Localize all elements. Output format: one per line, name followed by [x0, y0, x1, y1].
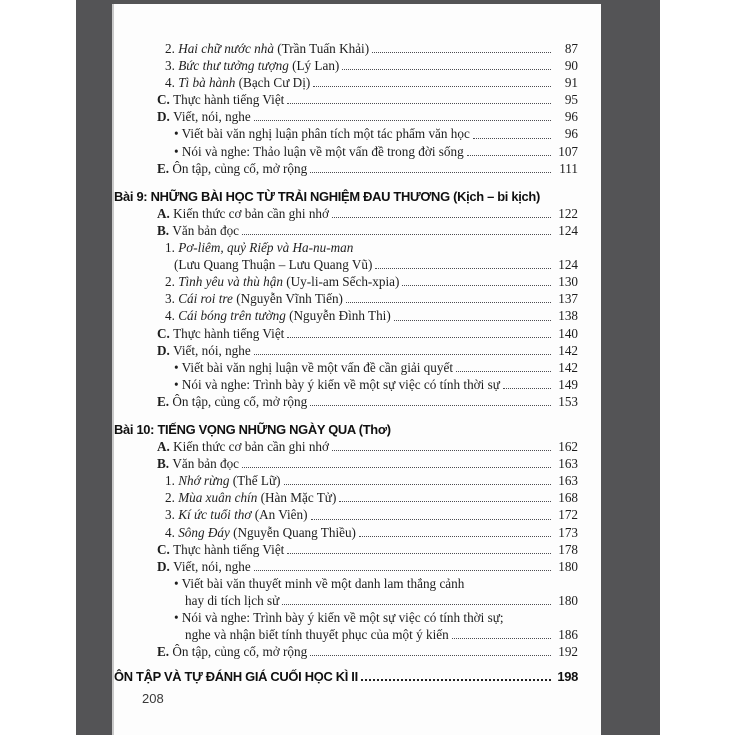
- toc-row: [114, 307, 578, 324]
- page-number: 173: [558, 524, 578, 540]
- toc-row-label: C. Thực hành tiếng Việt: [157, 325, 285, 341]
- toc-row-label: E. Ôn tập, củng cố, mở rộng: [157, 393, 308, 409]
- toc-row: [114, 273, 578, 290]
- dot-leader: [313, 86, 551, 87]
- toc-row-label: nghe và nhận biết tính thuyết phục của một ý kiến: [185, 627, 449, 643]
- dot-leader: [372, 52, 551, 53]
- page-number: 107: [558, 143, 578, 159]
- toc-row: [114, 91, 578, 108]
- toc-row-label: B. Văn bản đọc: [157, 456, 240, 472]
- page-number: 163: [558, 456, 578, 472]
- dot-leader: [467, 155, 551, 156]
- dot-leader: [287, 337, 551, 338]
- page-number: 96: [564, 126, 578, 142]
- book-photo: [76, 0, 660, 735]
- toc-row: [114, 205, 578, 222]
- toc-row-label: A. Kiến thức cơ bản cần ghi nhớ: [157, 205, 329, 221]
- toc-row-label: • Nói và nghe: Trình bày ý kiến về một sự việc có tính thời sự: [174, 376, 500, 392]
- toc-row-label: C. Thực hành tiếng Việt: [157, 541, 285, 557]
- dot-leader: [254, 570, 551, 571]
- toc-row: [114, 575, 578, 592]
- dot-leader: [359, 536, 551, 537]
- toc-row: [114, 438, 578, 455]
- toc-row: [114, 143, 578, 160]
- toc-row-label: D. Viết, nói, nghe: [157, 342, 251, 358]
- book-page: [112, 4, 601, 735]
- toc-row: [114, 455, 578, 472]
- toc-row: [114, 342, 578, 359]
- dot-leader: [332, 450, 551, 451]
- toc-row: [114, 160, 578, 177]
- toc-row-label: 4. Tì bà hành (Bạch Cư Dị): [165, 75, 311, 91]
- toc-row-label: 4. Sông Đáy (Nguyễn Quang Thiều): [165, 524, 356, 540]
- section-heading-label: ÔN TẬP VÀ TỰ ĐÁNH GIÁ CUỐI HỌC KÌ II: [114, 669, 358, 685]
- toc-row: [114, 108, 578, 125]
- toc-row-label: 3. Bức thư tưởng tượng (Lý Lan): [165, 58, 340, 74]
- page-footer-number: 208: [142, 691, 164, 706]
- toc-row-label: • Viết bài văn nghị luận về một vấn đề cần giải quyết: [174, 359, 453, 375]
- toc-row: [114, 643, 578, 660]
- toc-row-label: 4. Cái bóng trên tường (Nguyễn Đình Thi): [165, 308, 391, 324]
- page-number: 95: [564, 92, 578, 108]
- dot-leader: [310, 655, 551, 656]
- page-number: 180: [558, 592, 578, 608]
- toc-row: [114, 290, 578, 307]
- toc-row: [114, 524, 578, 541]
- toc-row-label: 2. Mùa xuân chín (Hàn Mặc Tử): [165, 490, 337, 506]
- toc-row-label: 1. Nhớ rừng (Thế Lữ): [165, 473, 281, 489]
- toc-row: [114, 40, 578, 57]
- dot-leader: [456, 371, 551, 372]
- page-number: 163: [558, 473, 578, 489]
- toc-row-label: D. Viết, nói, nghe: [157, 558, 251, 574]
- page-number: 96: [564, 109, 578, 125]
- dot-leader: [452, 638, 551, 639]
- dot-leader: [375, 268, 551, 269]
- section-heading: [114, 421, 578, 438]
- toc-row: [114, 125, 578, 142]
- section-heading: [114, 668, 578, 685]
- toc-row: [114, 74, 578, 91]
- toc-row-label: • Nói và nghe: Thảo luận về một vấn đề trong đời sống: [174, 143, 464, 159]
- toc-row: [114, 325, 578, 342]
- page-number: 111: [559, 160, 578, 176]
- dot-leader: [361, 679, 551, 681]
- toc-row-label: C. Thực hành tiếng Việt: [157, 92, 285, 108]
- toc-row-label: 3. Cái roi tre (Nguyễn Vĩnh Tiến): [165, 291, 343, 307]
- page-number: 178: [558, 541, 578, 557]
- page-number: 137: [558, 291, 578, 307]
- toc-row: [114, 558, 578, 575]
- toc-row: [114, 472, 578, 489]
- dot-leader: [503, 388, 551, 389]
- dot-leader: [332, 217, 551, 218]
- page-number: 168: [558, 490, 578, 506]
- page-number: 153: [558, 393, 578, 409]
- page-number: 124: [558, 222, 578, 238]
- dot-leader: [254, 120, 551, 121]
- page-number: 192: [558, 644, 578, 660]
- page-number: 142: [558, 342, 578, 358]
- toc-row: [114, 626, 578, 643]
- toc-row: [114, 239, 578, 256]
- toc-row-label: hay di tích lịch sử: [185, 592, 280, 608]
- toc-row-label: B. Văn bản đọc: [157, 222, 240, 238]
- toc-row: [114, 359, 578, 376]
- toc-row: [114, 376, 578, 393]
- dot-leader: [310, 405, 551, 406]
- dot-leader: [473, 138, 551, 139]
- dot-leader: [402, 285, 551, 286]
- section-heading-label: Bài 10: TIẾNG VỌNG NHỮNG NGÀY QUA (Thơ): [114, 421, 391, 437]
- dot-leader: [284, 484, 551, 485]
- dot-leader: [242, 467, 551, 468]
- dot-leader: [346, 302, 551, 303]
- toc-row: [114, 57, 578, 74]
- toc-row-label: A. Kiến thức cơ bản cần ghi nhớ: [157, 439, 329, 455]
- page-number: 149: [558, 376, 578, 392]
- page-number: 87: [564, 41, 578, 56]
- toc-row-label: (Lưu Quang Thuận – Lưu Quang Vũ): [174, 257, 373, 273]
- toc: [114, 4, 601, 685]
- dot-leader: [282, 604, 551, 605]
- toc-row: [114, 541, 578, 558]
- toc-row-label: 2. Hai chữ nước nhà (Trần Tuấn Khải): [165, 41, 370, 56]
- page-number: 172: [558, 507, 578, 523]
- page-number: 142: [558, 359, 578, 375]
- page-number: 138: [558, 308, 578, 324]
- page-number: 91: [564, 75, 578, 91]
- page-number: 180: [558, 558, 578, 574]
- toc-row-label: • Nói và nghe: Trình bày ý kiến về một sự việc có tính thời sự;: [174, 610, 504, 625]
- page-number: 198: [557, 669, 578, 685]
- page-number: 162: [558, 439, 578, 455]
- dot-leader: [242, 234, 551, 235]
- dot-leader: [394, 320, 551, 321]
- page-number: 90: [564, 58, 578, 74]
- dot-leader: [287, 553, 551, 554]
- page-number: 122: [558, 205, 578, 221]
- dot-leader: [310, 172, 551, 173]
- toc-row: [114, 489, 578, 506]
- toc-row-label: 1. Pơ-liêm, quỷ Riếp và Ha-nu-man: [165, 240, 354, 256]
- toc-row-label: 3. Kí ức tuổi thơ (An Viên): [165, 507, 308, 523]
- dot-leader: [342, 69, 551, 70]
- page-number: 140: [558, 325, 578, 341]
- toc-row-label: E. Ôn tập, củng cố, mở rộng: [157, 644, 308, 660]
- toc-row-label: E. Ôn tập, củng cố, mở rộng: [157, 160, 308, 176]
- dot-leader: [287, 103, 551, 104]
- page-number: 186: [558, 627, 578, 643]
- toc-row-label: D. Viết, nói, nghe: [157, 109, 251, 125]
- toc-row: [114, 609, 578, 626]
- toc-row: [114, 256, 578, 273]
- dot-leader: [254, 354, 551, 355]
- dot-leader: [311, 519, 551, 520]
- toc-row: [114, 222, 578, 239]
- section-heading-label: Bài 9: NHỮNG BÀI HỌC TỪ TRẢI NGHIỆM ĐAU THƯƠNG (Kịch – bi kịch): [114, 188, 540, 204]
- toc-row-label: 2. Tình yêu và thù hận (Uy-li-am Sếch-xpia): [165, 274, 400, 290]
- page-number: 124: [558, 257, 578, 273]
- dot-leader: [339, 501, 551, 502]
- toc-row: [114, 393, 578, 410]
- toc-row: [114, 592, 578, 609]
- section-heading: [114, 188, 578, 205]
- toc-row: [114, 506, 578, 523]
- toc-row-label: • Viết bài văn thuyết minh về một danh lam thắng cảnh: [174, 575, 465, 591]
- toc-row-label: • Viết bài văn nghị luận phân tích một tác phẩm văn học: [174, 126, 470, 142]
- page-number: 130: [558, 274, 578, 290]
